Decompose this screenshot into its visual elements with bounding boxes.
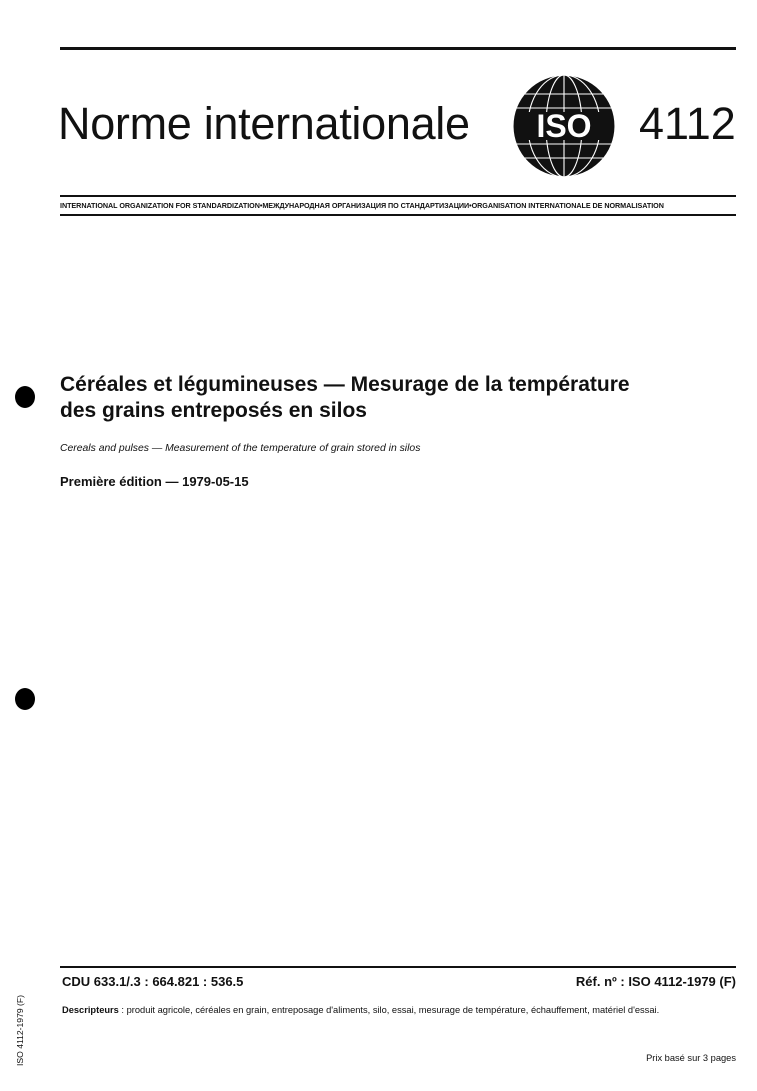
- organization-line: INTERNATIONAL ORGANIZATION FOR STANDARDIZATION•МЕЖДУНАРОДНАЯ ОРГАНИЗАЦИЯ ПО СТАНДАРТИЗАЦИИ•ORGANISATION INTERNATIONALE DE NORMALISATION: [60, 201, 664, 210]
- descriptors-label: Descripteurs: [62, 1005, 119, 1015]
- document-title-line-2: des grains entreposés en silos: [60, 399, 367, 422]
- standard-number: 4112: [639, 98, 736, 149]
- org-rule-top: [60, 195, 736, 197]
- english-subtitle: Cereals and pulses — Measurement of the temperature of grain stored in silos: [60, 443, 421, 454]
- descriptors: [62, 1003, 738, 1017]
- iso-logo-text: ISO: [536, 108, 592, 144]
- side-document-code: ISO 4112-1979 (F): [15, 994, 25, 1066]
- iso-logo-icon: [510, 72, 618, 180]
- edition-line: Première édition — 1979-05-15: [60, 474, 249, 489]
- footer-rule: [60, 966, 736, 968]
- punch-hole-icon: [15, 688, 35, 710]
- org-rule-bottom: [60, 214, 736, 216]
- top-rule: [60, 47, 736, 50]
- descriptors-text: : produit agricole, céréales en grain, entreposage d'aliments, silo, essai, mesurage de température, échauffement, matériel d'essai.: [118, 1005, 660, 1015]
- price-note: Prix basé sur 3 pages: [646, 1053, 736, 1063]
- document-title-line-1: Céréales et légumineuses — Mesurage de la température: [60, 373, 630, 396]
- cdu-classification: CDU 633.1/.3 : 664.821 : 536.5: [62, 974, 244, 989]
- document-title: [60, 372, 740, 424]
- punch-hole-icon: [15, 386, 35, 408]
- reference-number: Réf. nº : ISO 4112-1979 (F): [575, 974, 736, 989]
- header-title: Norme internationale: [58, 98, 470, 149]
